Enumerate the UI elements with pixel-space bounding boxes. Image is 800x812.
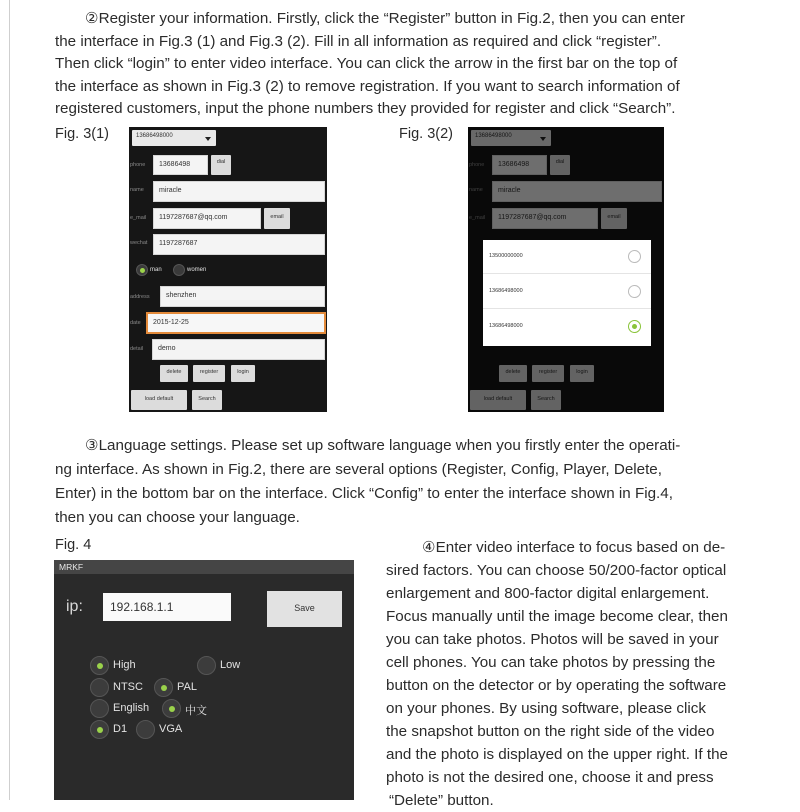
option-d1-label: D1 xyxy=(113,723,128,735)
option-high-label: High xyxy=(113,659,136,671)
wechat-field[interactable]: 1197287687 xyxy=(153,234,325,255)
text-line: Then click “login” to enter video interface. You can click the arrow in the first bar on the top of xyxy=(55,55,678,73)
text-line: you can take photos. Photos will be saved in your xyxy=(386,631,719,648)
option-english-label: English xyxy=(113,702,150,714)
popup-item-label: 13500000000 xyxy=(489,253,523,259)
text-line: registered customers, input the phone numbers they provided for register and click “Search”. xyxy=(55,100,676,118)
register-button[interactable]: register xyxy=(193,365,225,382)
email-button[interactable]: email xyxy=(264,208,290,229)
phone-field[interactable]: 13686498 xyxy=(153,155,208,175)
phone-number-popup xyxy=(483,240,651,346)
detail-label: detail xyxy=(130,346,144,352)
popup-item[interactable] xyxy=(483,240,651,274)
radio-women-label: women xyxy=(187,267,207,273)
radio-high[interactable] xyxy=(90,656,109,675)
delete-button[interactable]: delete xyxy=(160,365,188,382)
login-button[interactable]: login xyxy=(231,365,255,382)
phone-label: phone xyxy=(130,162,146,168)
radio-man-label: man xyxy=(150,267,162,273)
address-field[interactable]: shenzhen xyxy=(160,286,325,307)
radio-english[interactable] xyxy=(90,699,109,718)
dropdown-value: 13686498000 xyxy=(136,133,173,139)
popup-radio[interactable] xyxy=(628,285,641,298)
radio-ntsc[interactable] xyxy=(90,678,109,697)
text-line: ng interface. As shown in Fig.2, there are several options (Register, Config, Player, Delete, xyxy=(55,461,662,478)
fig3-2-screenshot xyxy=(468,127,664,412)
ip-input[interactable]: 192.168.1.1 xyxy=(103,593,231,621)
paragraph-register xyxy=(55,8,770,121)
name-label: name xyxy=(130,187,144,193)
popup-item-label: 13686498000 xyxy=(489,323,523,329)
text-line: cell phones. You can take photos by pressing the xyxy=(386,654,716,671)
chevron-down-icon[interactable] xyxy=(205,137,211,141)
text-line: the interface as shown in Fig.3 (2) to remove registration. If you want to search information of xyxy=(55,77,680,95)
option-pal-label: PAL xyxy=(177,681,197,693)
fig3-1-screenshot xyxy=(129,127,327,412)
text-line: enlargement and 800-factor digital enlargement. xyxy=(386,585,710,602)
detail-field[interactable]: demo xyxy=(152,339,325,360)
date-label: date xyxy=(130,320,141,326)
address-label: address xyxy=(130,294,150,300)
text-line: ②Register your information. Firstly, click the “Register” button in Fig.2, then you can enter xyxy=(85,10,685,27)
radio-d1[interactable] xyxy=(90,720,109,739)
phone-number-dropdown[interactable] xyxy=(132,130,216,146)
text-line: then you can choose your language. xyxy=(55,509,300,526)
text-line: on your phones. By using software, please click xyxy=(386,700,706,717)
save-button[interactable]: Save xyxy=(267,591,342,627)
page-left-rule xyxy=(9,0,10,800)
date-field[interactable]: 2015-12-25 xyxy=(146,312,326,334)
fig4-label: Fig. 4 xyxy=(55,537,92,553)
paragraph-language xyxy=(55,434,770,530)
option-vga-label: VGA xyxy=(159,723,183,735)
text-line: ④Enter video interface to focus based on de- xyxy=(422,539,726,556)
text-line: the interface in Fig.3 (1) and Fig.3 (2). Fill in all information as required and click “register”. xyxy=(55,32,662,50)
popup-radio-selected[interactable] xyxy=(628,320,641,333)
radio-pal[interactable] xyxy=(154,678,173,697)
text-line: Focus manually until the image become clear, then xyxy=(386,608,728,625)
dial-button[interactable]: dial xyxy=(211,155,231,175)
option-ntsc-label: NTSC xyxy=(113,681,143,693)
text-line: Enter) in the bottom bar on the interface. Click “Config” to enter the interface shown in Fig.4, xyxy=(55,485,673,502)
name-field[interactable]: miracle xyxy=(153,181,325,202)
radio-chinese[interactable] xyxy=(162,699,181,718)
text-line: the snapshot button on the right side of the video xyxy=(386,723,715,740)
search-button[interactable]: Search xyxy=(192,390,222,410)
email-label: e_mail xyxy=(130,215,147,221)
text-line: and the photo is displayed on the upper right. If the xyxy=(386,746,728,763)
text-line: sired factors. You can choose 50/200-factor optical xyxy=(386,562,727,579)
text-line: button on the detector or by operating the software xyxy=(386,677,727,694)
radio-man[interactable] xyxy=(136,264,148,276)
text-line: photo is not the desired one, choose it and press xyxy=(386,769,714,786)
email-field[interactable]: 1197287687@qq.com xyxy=(153,208,261,229)
wechat-label: wechat xyxy=(130,240,148,246)
app-title: MRKF xyxy=(59,562,84,572)
text-line: “Delete” button. xyxy=(389,792,494,809)
popup-item-label: 13686498000 xyxy=(489,288,523,294)
option-chinese-label: 中文 xyxy=(185,705,207,717)
fig4-config-screenshot xyxy=(54,560,354,800)
paragraph-video xyxy=(386,536,771,812)
radio-women[interactable] xyxy=(173,264,185,276)
option-low-label: Low xyxy=(220,659,241,671)
radio-low[interactable] xyxy=(197,656,216,675)
fig3-1-label: Fig. 3(1) xyxy=(55,126,109,142)
load-default-button[interactable]: load default xyxy=(131,390,187,410)
fig3-2-label: Fig. 3(2) xyxy=(399,126,453,142)
popup-item[interactable] xyxy=(483,310,651,344)
ip-label: ip: xyxy=(66,598,83,615)
popup-radio[interactable] xyxy=(628,250,641,263)
text-line: ③Language settings. Please set up software language when you firstly enter the operati- xyxy=(85,437,681,454)
radio-vga[interactable] xyxy=(136,720,155,739)
popup-item[interactable] xyxy=(483,275,651,309)
app-title-bar xyxy=(54,560,354,574)
